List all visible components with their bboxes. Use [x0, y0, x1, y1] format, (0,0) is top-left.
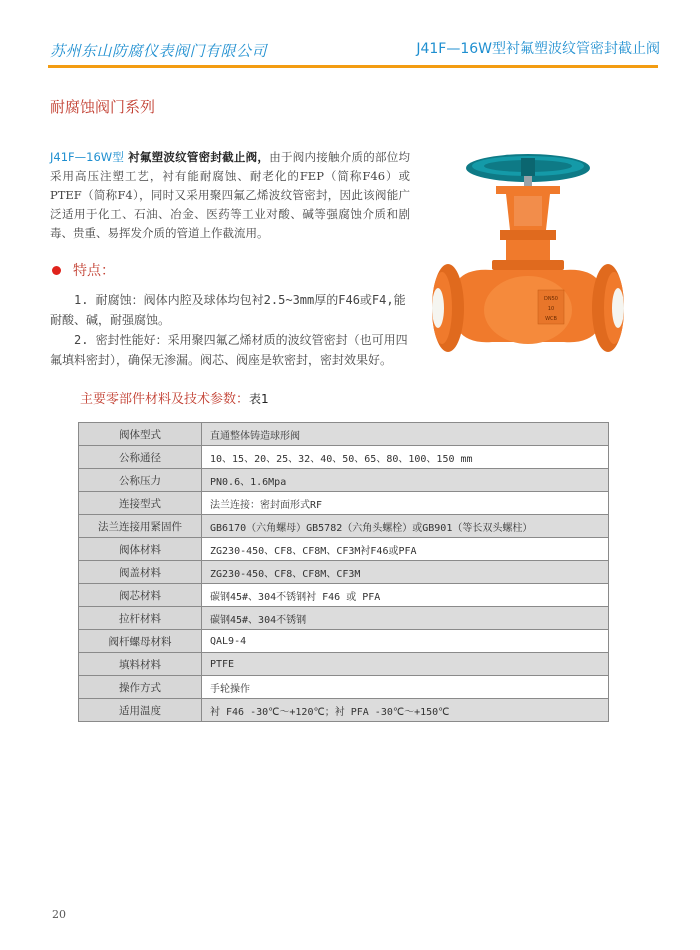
valve-product-image — [428, 150, 628, 380]
spec-key: 阀体型式 — [79, 423, 202, 446]
spec-key: 阀杆螺母材料 — [79, 630, 202, 653]
table-row — [79, 492, 609, 515]
table-row — [79, 515, 609, 538]
table-row — [79, 676, 609, 699]
spec-table — [78, 422, 609, 722]
table-row — [79, 607, 609, 630]
table-row — [79, 561, 609, 584]
spec-value: 衬 F46 -30℃～+120℃；衬 PFA -30℃～+150℃ — [202, 699, 609, 722]
spec-key: 拉杆材料 — [79, 607, 202, 630]
spec-key: 连接型式 — [79, 492, 202, 515]
table-row — [79, 653, 609, 676]
section-title: 耐腐蚀阀门系列 — [50, 98, 156, 116]
spec-key: 公称压力 — [79, 469, 202, 492]
intro-text: 由于阀内接触介质的部位均采用高压注塑工艺，衬有能耐腐蚀、耐老化的FEP（简称F46）或PTEF（简称F4），同时又采用聚四氟乙烯波纹管密封，因此该阀能广泛适用于化工、石油、冶金、医药等工业对酸、碱等强腐蚀介质和剧毒、贵重、易挥发介质的管道上作截流用。 — [50, 150, 411, 240]
intro-model: J41F—16W型 — [50, 150, 125, 164]
table-row — [79, 630, 609, 653]
table-caption-label: 主要零部件材料及技术参数： — [80, 392, 250, 407]
spec-value: PN0.6、1.6Mpa — [202, 469, 609, 492]
table-number: 表1 — [249, 392, 269, 406]
spec-value: PTFE — [202, 653, 609, 676]
header-divider — [48, 65, 658, 68]
spec-value: 直通整体铸造球形阀 — [202, 423, 609, 446]
spec-key: 适用温度 — [79, 699, 202, 722]
spec-key: 阀盖材料 — [79, 561, 202, 584]
spec-key: 公称通径 — [79, 446, 202, 469]
feature-item-2: 2. 密封性能好：采用聚四氟乙烯材质的波纹管密封（也可用四氟填料密封），确保无渗漏。阀芯、阀座是软密封，密封效果好。 — [50, 333, 408, 367]
features-list — [50, 290, 410, 370]
spec-key: 法兰连接用紧固件 — [79, 515, 202, 538]
spec-value: ZG230-450、CF8、CF8M、CF3M — [202, 561, 609, 584]
table-row — [79, 469, 609, 492]
spec-value: 碳钢45#、304不锈钢 — [202, 607, 609, 630]
spec-value: 碳钢45#、304不锈钢衬 F46 或 PFA — [202, 584, 609, 607]
spec-key: 操作方式 — [79, 676, 202, 699]
bullet-dot-icon — [52, 266, 61, 275]
spec-key: 阀芯材料 — [79, 584, 202, 607]
intro-name: 衬氟塑波纹管密封截止阀， — [128, 150, 270, 164]
features-heading — [52, 260, 115, 280]
spec-value: 手轮操作 — [202, 676, 609, 699]
table-caption — [80, 388, 269, 407]
feature-item-1: 1. 耐腐蚀：阀体内腔及球体均包衬2.5~3mm厚的F46或F4,能耐酸、碱，耐强腐蚀。 — [50, 293, 406, 327]
table-row — [79, 446, 609, 469]
table-row — [79, 699, 609, 722]
tag-pressure: 10 — [547, 306, 555, 312]
company-name: 苏州东山防腐仪表阀门有限公司 — [50, 42, 268, 60]
table-row — [79, 423, 609, 446]
product-title: J41F—16W型衬氟塑波纹管密封截止阀 — [416, 41, 660, 57]
tag-size: DN50 — [544, 296, 558, 302]
tag-material: WCB — [545, 316, 557, 322]
spec-value: GB6170（六角螺母）GB5782（六角头螺栓）或GB901（等长双头螺柱） — [202, 515, 609, 538]
table-row — [79, 538, 609, 561]
table-row — [79, 584, 609, 607]
page-number: 20 — [52, 908, 66, 921]
spec-value: 法兰连接：密封面形式RF — [202, 492, 609, 515]
spec-value: 10、15、20、25、32、40、50、65、80、100、150 mm — [202, 446, 609, 469]
spec-key: 阀体材料 — [79, 538, 202, 561]
intro-paragraph — [50, 148, 410, 243]
spec-value: QAL9-4 — [202, 630, 609, 653]
spec-key: 填料材料 — [79, 653, 202, 676]
features-heading-label: 特点： — [73, 263, 115, 279]
spec-value: ZG230-450、CF8、CF8M、CF3M衬F46或PFA — [202, 538, 609, 561]
